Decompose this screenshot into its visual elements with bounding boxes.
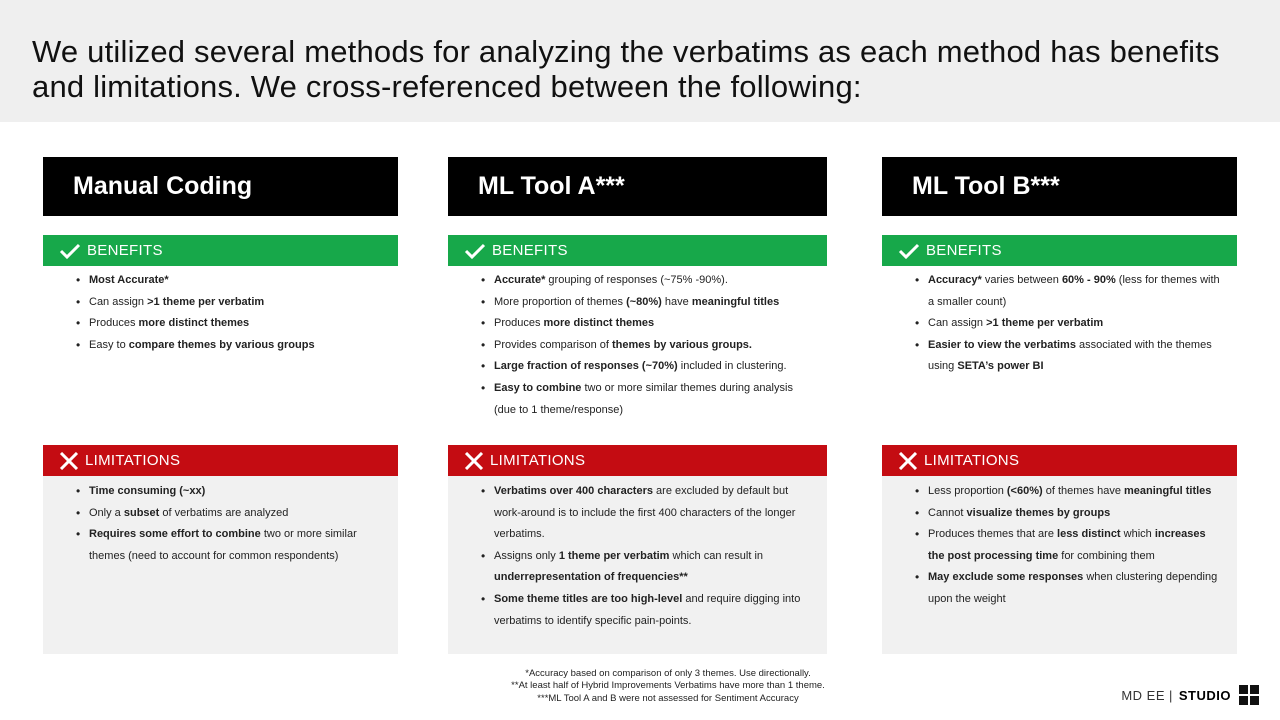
limitation-item: • Only a subset of verbatims are analyzed — [43, 503, 398, 525]
x-mark-icon — [464, 452, 484, 470]
benefit-item: • Provides comparison of themes by various groups. — [448, 335, 827, 357]
footnote: *Accuracy based on comparison of only 3 themes. Use directionally. — [525, 668, 811, 679]
x-mark-icon — [898, 452, 918, 470]
benefits-header — [882, 235, 1237, 266]
benefit-item: • Accuracy* varies between 60% - 90% (less for themes with a smaller count) — [882, 270, 1237, 313]
benefits-header — [448, 235, 827, 266]
limitation-item: • Time consuming (~xx) — [43, 481, 398, 503]
benefit-item: • Can assign >1 theme per verbatim — [43, 292, 398, 314]
benefit-item: • Large fraction of responses (~70%) included in clustering. — [448, 356, 827, 378]
brand-separator: | — [1168, 687, 1173, 703]
brand-left: MD EE — [1121, 687, 1165, 703]
benefits-header — [43, 235, 398, 266]
benefit-item: • More proportion of themes (~80%) have meaningful titles — [448, 292, 827, 314]
limitation-item: • Some theme titles are too high-level and require digging into verbatims to identify specific pain-points. — [448, 589, 827, 632]
limitations-box — [43, 476, 398, 654]
benefits-list — [43, 270, 398, 356]
benefit-item: • Can assign >1 theme per verbatim — [882, 313, 1237, 335]
column-title: ML Tool B*** — [882, 157, 1237, 216]
limitations-header — [448, 445, 827, 476]
limitations-label: LIMITATIONS — [924, 452, 1020, 469]
limitations-box — [448, 476, 827, 654]
page-title: We utilized several methods for analyzing the verbatims as each method has benefits and limitations. We cross-referenced between the following: — [32, 34, 1220, 104]
header — [0, 0, 1280, 122]
limitations-header — [43, 445, 398, 476]
benefit-item: • Produces more distinct themes — [43, 313, 398, 335]
limitations-label: LIMITATIONS — [85, 452, 181, 469]
benefits-label: BENEFITS — [492, 242, 568, 259]
limitation-item: • Requires some effort to combine two or more similar themes (need to account for common respondents) — [43, 524, 398, 567]
column-title: ML Tool A*** — [448, 157, 827, 216]
checkmark-icon — [898, 243, 920, 259]
limitations-box — [882, 476, 1237, 654]
limitation-item: • Verbatims over 400 characters are excluded by default but work-around is to include the first 400 characters of the longer verbatims. — [448, 481, 827, 546]
brand-logo — [1121, 685, 1259, 705]
limitations-header — [882, 445, 1237, 476]
grid-logo-icon — [1239, 685, 1259, 705]
column-title: Manual Coding — [43, 157, 398, 216]
benefit-item: • Produces more distinct themes — [448, 313, 827, 335]
column-ml-tool-b — [882, 157, 1237, 605]
checkmark-icon — [59, 243, 81, 259]
column-ml-tool-a — [448, 157, 827, 627]
limitation-item: • Cannot visualize themes by groups — [882, 503, 1237, 525]
x-mark-icon — [59, 452, 79, 470]
benefits-label: BENEFITS — [87, 242, 163, 259]
limitation-item: • May exclude some responses when clustering depending upon the weight — [882, 567, 1237, 610]
limitation-item: • Assigns only 1 theme per verbatim which can result in underrepresentation of frequencies** — [448, 546, 827, 589]
limitation-item: • Less proportion (<60%) of themes have meaningful titles — [882, 481, 1237, 503]
benefit-item: • Easy to combine two or more similar themes during analysis (due to 1 theme/response) — [448, 378, 827, 421]
checkmark-icon — [464, 243, 486, 259]
benefits-list — [448, 270, 827, 421]
column-manual-coding — [43, 157, 398, 562]
benefit-item: • Most Accurate* — [43, 270, 398, 292]
brand-right: STUDIO — [1178, 687, 1231, 703]
footnote: **At least half of Hybrid Improvements Verbatims have more than 1 theme. — [511, 680, 825, 692]
benefits-label: BENEFITS — [926, 242, 1002, 259]
benefit-item: • Accurate* grouping of responses (~75% -90%). — [448, 270, 827, 292]
footnotes — [400, 668, 936, 705]
benefit-item: • Easier to view the verbatims associated with the themes using SETA’s power BI — [882, 335, 1237, 378]
limitations-label: LIMITATIONS — [490, 452, 586, 469]
benefit-item: • Easy to compare themes by various groups — [43, 335, 398, 357]
limitation-item: • Produces themes that are less distinct which increases the post processing time for combining them — [882, 524, 1237, 567]
footnote: ***ML Tool A and B were not assessed for Sentiment Accuracy — [537, 692, 799, 704]
benefits-list — [882, 270, 1237, 378]
